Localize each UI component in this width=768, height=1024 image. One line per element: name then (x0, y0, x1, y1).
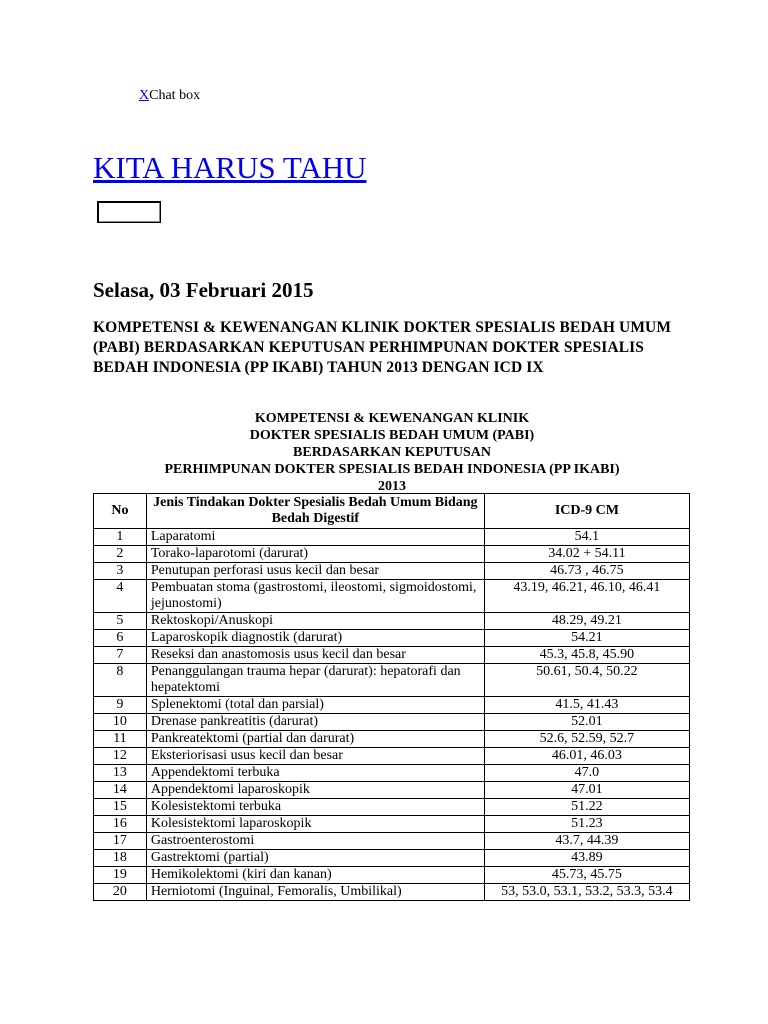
procedure-cell: Appendektomi laparoskopik (146, 782, 484, 799)
row-number-cell: 9 (94, 697, 147, 714)
icd-code-cell: 48.29, 49.21 (484, 613, 689, 630)
table-row (94, 816, 690, 833)
column-header-no: No (94, 494, 147, 529)
chatbox-label: Chat box (149, 88, 201, 103)
icd-code-cell: 43.7, 44.39 (484, 833, 689, 850)
icd-code-cell: 47.0 (484, 765, 689, 782)
table-row (94, 867, 690, 884)
icd-code-cell: 43.19, 46.21, 46.10, 46.41 (484, 580, 689, 613)
procedure-cell: Kolesistektomi terbuka (146, 799, 484, 816)
procedure-cell: Torako-laparotomi (darurat) (146, 546, 484, 563)
table-row (94, 714, 690, 731)
table-row (94, 546, 690, 563)
icd-code-cell: 51.23 (484, 816, 689, 833)
table-row (94, 529, 690, 546)
row-number-cell: 20 (94, 884, 147, 901)
table-heading-line: DOKTER SPESIALIS BEDAH UMUM (PABI) (249, 428, 535, 443)
icd-code-cell: 52.01 (484, 714, 689, 731)
icd-code-cell: 46.73 , 46.75 (484, 563, 689, 580)
procedure-cell: Laparoskopik diagnostik (darurat) (146, 630, 484, 647)
blog-title (93, 150, 366, 186)
procedure-cell: Reseksi dan anastomosis usus kecil dan besar (146, 647, 484, 664)
icd-table (93, 493, 690, 901)
icd-code-cell: 51.22 (484, 799, 689, 816)
column-header-procedure: Jenis Tindakan Dokter Spesialis Bedah Umum Bidang Bedah Digestif (146, 494, 484, 529)
row-number-cell: 11 (94, 731, 147, 748)
table-row (94, 630, 690, 647)
icd-code-cell: 41.5, 41.43 (484, 697, 689, 714)
row-number-cell: 10 (94, 714, 147, 731)
procedure-cell: Pankreatektomi (partial dan darurat) (146, 731, 484, 748)
chatbox (139, 88, 200, 104)
table-heading (93, 410, 691, 495)
table-header-row (94, 494, 690, 529)
table-row (94, 731, 690, 748)
row-number-cell: 3 (94, 563, 147, 580)
row-number-cell: 4 (94, 580, 147, 613)
row-number-cell: 19 (94, 867, 147, 884)
post-date: Selasa, 03 Februari 2015 (93, 278, 314, 302)
icd-code-cell: 54.21 (484, 630, 689, 647)
procedure-cell: Gastroenterostomi (146, 833, 484, 850)
table-heading-line: 2013 (378, 479, 406, 494)
row-number-cell: 12 (94, 748, 147, 765)
blog-title-link[interactable]: KITA HARUS TAHU (93, 150, 367, 185)
procedure-cell: Laparatomi (146, 529, 484, 546)
icd-code-cell: 45.73, 45.75 (484, 867, 689, 884)
table-row (94, 765, 690, 782)
procedure-cell: Drenase pankreatitis (darurat) (146, 714, 484, 731)
table-row (94, 613, 690, 630)
table-row (94, 647, 690, 664)
row-number-cell: 5 (94, 613, 147, 630)
procedure-cell: Appendektomi terbuka (146, 765, 484, 782)
icd-code-cell: 52.6, 52.59, 52.7 (484, 731, 689, 748)
row-number-cell: 7 (94, 647, 147, 664)
procedure-cell: Kolesistektomi laparoskopik (146, 816, 484, 833)
icd-code-cell: 46.01, 46.03 (484, 748, 689, 765)
table-row (94, 799, 690, 816)
table-heading-line: KOMPETENSI & KEWENANGAN KLINIK (254, 411, 530, 426)
icd-code-cell: 53, 53.0, 53.1, 53.2, 53.3, 53.4 (484, 884, 689, 901)
icd-code-cell: 47.01 (484, 782, 689, 799)
table-row (94, 833, 690, 850)
post-title: KOMPETENSI & KEWENANGAN KLINIK DOKTER SPESIALIS BEDAH UMUM (PABI) BERDASARKAN KEPUTUSAN PERHIMPUNAN DOKTER SPESIALIS BEDAH INDONESIA (PP IKABI) TAHUN 2013 DENGAN ICD IX (93, 319, 672, 376)
row-number-cell: 1 (94, 529, 147, 546)
table-row (94, 748, 690, 765)
procedure-cell: Pembuatan stoma (gastrostomi, ileostomi, sigmoidostomi, jejunostomi) (146, 580, 484, 613)
row-number-cell: 13 (94, 765, 147, 782)
row-number-cell: 8 (94, 664, 147, 697)
procedure-cell: Gastrektomi (partial) (146, 850, 484, 867)
row-number-cell: 2 (94, 546, 147, 563)
chatbox-close-link[interactable]: X (139, 88, 150, 103)
row-number-cell: 18 (94, 850, 147, 867)
table-row (94, 697, 690, 714)
row-number-cell: 15 (94, 799, 147, 816)
row-number-cell: 17 (94, 833, 147, 850)
icd-code-cell: 45.3, 45.8, 45.90 (484, 647, 689, 664)
procedure-cell: Rektoskopi/Anuskopi (146, 613, 484, 630)
procedure-cell: Eksteriorisasi usus kecil dan besar (146, 748, 484, 765)
procedure-cell: Hemikolektomi (kiri dan kanan) (146, 867, 484, 884)
table-body (94, 529, 690, 901)
row-number-cell: 14 (94, 782, 147, 799)
procedure-cell: Penanggulangan trauma hepar (darurat): hepatorafi dan hepatektomi (146, 664, 484, 697)
table-heading-line: BERDASARKAN KEPUTUSAN (293, 445, 491, 460)
table-row (94, 664, 690, 697)
table-heading-line: PERHIMPUNAN DOKTER SPESIALIS BEDAH INDONESIA (PP IKABI) (164, 462, 620, 477)
table-row (94, 850, 690, 867)
table-row (94, 580, 690, 613)
column-header-icd-code: ICD-9 CM (484, 494, 689, 529)
row-number-cell: 6 (94, 630, 147, 647)
icd-code-cell: 43.89 (484, 850, 689, 867)
row-number-cell: 16 (94, 816, 147, 833)
procedure-cell: Penutupan perforasi usus kecil dan besar (146, 563, 484, 580)
icd-code-cell: 50.61, 50.4, 50.22 (484, 664, 689, 697)
procedure-cell: Herniotomi (Inguinal, Femoralis, Umbilikal) (146, 884, 484, 901)
table-row (94, 782, 690, 799)
table-row (94, 563, 690, 580)
search-input[interactable] (97, 201, 161, 223)
procedure-cell: Splenektomi (total dan parsial) (146, 697, 484, 714)
icd-code-cell: 54.1 (484, 529, 689, 546)
icd-code-cell: 34.02 + 54.11 (484, 546, 689, 563)
table-row (94, 884, 690, 901)
